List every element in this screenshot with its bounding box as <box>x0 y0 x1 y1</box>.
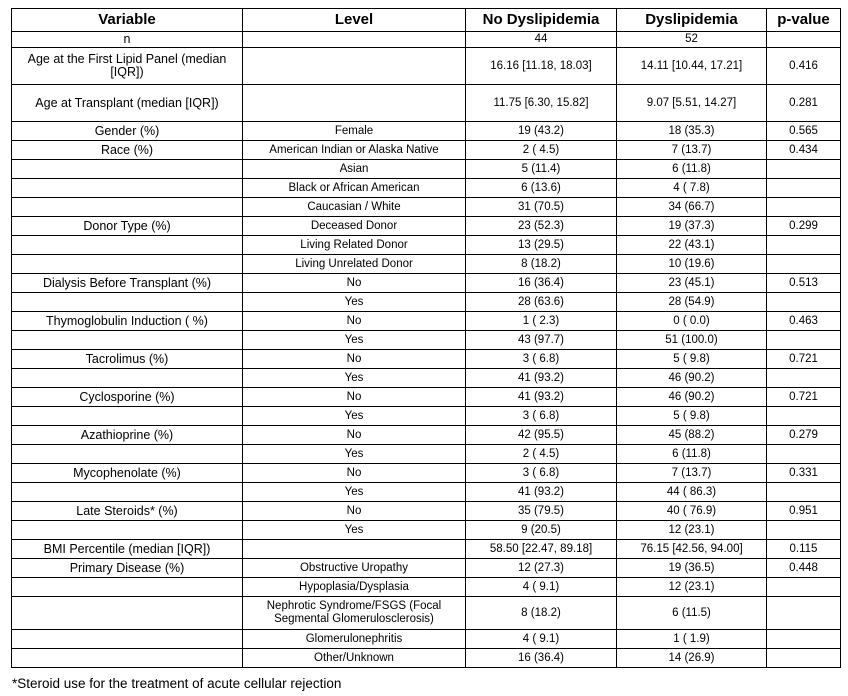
level-cell: Deceased Donor <box>243 217 466 236</box>
p-value-cell: 0.448 <box>767 559 841 578</box>
variable-cell <box>12 179 243 198</box>
header-dyslipidemia: Dyslipidemia <box>617 9 767 32</box>
footnote: *Steroid use for the treatment of acute cellular rejection <box>12 676 342 691</box>
dyslipidemia-cell: 76.15 [42.56, 94.00] <box>617 540 767 559</box>
level-cell: No <box>243 502 466 521</box>
table-row <box>12 388 841 407</box>
level-cell: Caucasian / White <box>243 198 466 217</box>
variable-cell <box>12 160 243 179</box>
variable-cell: Race (%) <box>12 141 243 160</box>
variable-cell <box>12 630 243 649</box>
variable-cell <box>12 597 243 630</box>
level-cell: Glomerulonephritis <box>243 630 466 649</box>
dyslipidemia-cell: 0 ( 0.0) <box>617 312 767 331</box>
level-cell: Yes <box>243 407 466 426</box>
no-dyslipidemia-cell: 43 (97.7) <box>466 331 617 350</box>
dyslipidemia-cell: 14.11 [10.44, 17.21] <box>617 48 767 85</box>
table-row <box>12 312 841 331</box>
variable-cell: Cyclosporine (%) <box>12 388 243 407</box>
dyslipidemia-cell: 10 (19.6) <box>617 255 767 274</box>
level-cell: No <box>243 388 466 407</box>
variable-cell: Primary Disease (%) <box>12 559 243 578</box>
table-row <box>12 179 841 198</box>
variable-cell <box>12 578 243 597</box>
no-dyslipidemia-cell: 3 ( 6.8) <box>466 407 617 426</box>
level-cell: No <box>243 312 466 331</box>
table-row <box>12 483 841 502</box>
table-row <box>12 236 841 255</box>
variable-cell <box>12 483 243 502</box>
variable-cell: Gender (%) <box>12 122 243 141</box>
table-row <box>12 369 841 388</box>
dyslipidemia-cell: 12 (23.1) <box>617 521 767 540</box>
table-row <box>12 426 841 445</box>
dyslipidemia-cell: 18 (35.3) <box>617 122 767 141</box>
no-dyslipidemia-cell: 3 ( 6.8) <box>466 350 617 369</box>
header-p-value: p-value <box>767 9 841 32</box>
variable-cell: Donor Type (%) <box>12 217 243 236</box>
variable-cell: BMI Percentile (median [IQR]) <box>12 540 243 559</box>
dyslipidemia-cell: 1 ( 1.9) <box>617 630 767 649</box>
p-value-cell: 0.299 <box>767 217 841 236</box>
no-dyslipidemia-cell: 42 (95.5) <box>466 426 617 445</box>
p-value-cell <box>767 293 841 312</box>
dyslipidemia-cell: 7 (13.7) <box>617 141 767 160</box>
no-dyslipidemia-cell: 5 (11.4) <box>466 160 617 179</box>
table-row <box>12 141 841 160</box>
p-value-cell <box>767 649 841 668</box>
p-value-cell <box>767 483 841 502</box>
table-row <box>12 331 841 350</box>
level-cell: Yes <box>243 483 466 502</box>
no-dyslipidemia-cell: 8 (18.2) <box>466 255 617 274</box>
variable-cell <box>12 521 243 540</box>
p-value-cell <box>767 331 841 350</box>
no-dyslipidemia-cell: 2 ( 4.5) <box>466 445 617 464</box>
no-dyslipidemia-cell: 58.50 [22.47, 89.18] <box>466 540 617 559</box>
level-cell: Yes <box>243 369 466 388</box>
results-table <box>11 8 841 668</box>
level-cell <box>243 85 466 122</box>
level-cell: Other/Unknown <box>243 649 466 668</box>
variable-cell: Thymoglobulin Induction ( %) <box>12 312 243 331</box>
level-cell: Female <box>243 122 466 141</box>
p-value-cell <box>767 369 841 388</box>
dyslipidemia-cell: 7 (13.7) <box>617 464 767 483</box>
level-cell: No <box>243 274 466 293</box>
dyslipidemia-cell: 34 (66.7) <box>617 198 767 217</box>
table-row <box>12 502 841 521</box>
variable-cell <box>12 331 243 350</box>
table-row <box>12 521 841 540</box>
no-dyslipidemia-cell: 44 <box>466 32 617 48</box>
p-value-cell: 0.434 <box>767 141 841 160</box>
table-row <box>12 464 841 483</box>
p-value-cell <box>767 255 841 274</box>
level-cell: Living Unrelated Donor <box>243 255 466 274</box>
p-value-cell <box>767 179 841 198</box>
dyslipidemia-cell: 28 (54.9) <box>617 293 767 312</box>
p-value-cell: 0.115 <box>767 540 841 559</box>
variable-cell <box>12 255 243 274</box>
level-cell: Yes <box>243 331 466 350</box>
no-dyslipidemia-cell: 19 (43.2) <box>466 122 617 141</box>
variable-cell <box>12 293 243 312</box>
variable-cell: Azathioprine (%) <box>12 426 243 445</box>
p-value-cell: 0.721 <box>767 388 841 407</box>
no-dyslipidemia-cell: 4 ( 9.1) <box>466 578 617 597</box>
p-value-cell <box>767 32 841 48</box>
no-dyslipidemia-cell: 1 ( 2.3) <box>466 312 617 331</box>
variable-cell <box>12 198 243 217</box>
p-value-cell <box>767 630 841 649</box>
table-row <box>12 350 841 369</box>
variable-cell: Late Steroids* (%) <box>12 502 243 521</box>
level-cell: Yes <box>243 445 466 464</box>
dyslipidemia-cell: 46 (90.2) <box>617 369 767 388</box>
level-cell: Black or African American <box>243 179 466 198</box>
level-cell <box>243 540 466 559</box>
table-row <box>12 630 841 649</box>
p-value-cell <box>767 198 841 217</box>
header-no-dyslipidemia: No Dyslipidemia <box>466 9 617 32</box>
p-value-cell: 0.279 <box>767 426 841 445</box>
no-dyslipidemia-cell: 41 (93.2) <box>466 388 617 407</box>
table-row <box>12 407 841 426</box>
dyslipidemia-cell: 6 (11.5) <box>617 597 767 630</box>
table-row <box>12 274 841 293</box>
p-value-cell <box>767 597 841 630</box>
p-value-cell: 0.416 <box>767 48 841 85</box>
level-cell: No <box>243 464 466 483</box>
dyslipidemia-cell: 6 (11.8) <box>617 445 767 464</box>
level-cell: Asian <box>243 160 466 179</box>
p-value-cell: 0.721 <box>767 350 841 369</box>
dyslipidemia-cell: 12 (23.1) <box>617 578 767 597</box>
table-row <box>12 48 841 85</box>
no-dyslipidemia-cell: 41 (93.2) <box>466 369 617 388</box>
header-level: Level <box>243 9 466 32</box>
table-row <box>12 559 841 578</box>
level-cell: American Indian or Alaska Native <box>243 141 466 160</box>
level-cell: Hypoplasia/Dysplasia <box>243 578 466 597</box>
dyslipidemia-cell: 4 ( 7.8) <box>617 179 767 198</box>
table-row <box>12 122 841 141</box>
dyslipidemia-cell: 23 (45.1) <box>617 274 767 293</box>
no-dyslipidemia-cell: 6 (13.6) <box>466 179 617 198</box>
header-variable: Variable <box>12 9 243 32</box>
no-dyslipidemia-cell: 16 (36.4) <box>466 274 617 293</box>
variable-cell <box>12 369 243 388</box>
p-value-cell: 0.463 <box>767 312 841 331</box>
no-dyslipidemia-cell: 2 ( 4.5) <box>466 141 617 160</box>
dyslipidemia-cell: 9.07 [5.51, 14.27] <box>617 85 767 122</box>
no-dyslipidemia-cell: 8 (18.2) <box>466 597 617 630</box>
no-dyslipidemia-cell: 3 ( 6.8) <box>466 464 617 483</box>
p-value-cell: 0.565 <box>767 122 841 141</box>
dyslipidemia-cell: 6 (11.8) <box>617 160 767 179</box>
table-row <box>12 198 841 217</box>
variable-cell: Mycophenolate (%) <box>12 464 243 483</box>
dyslipidemia-cell: 51 (100.0) <box>617 331 767 350</box>
variable-cell: n <box>12 32 243 48</box>
table-row <box>12 217 841 236</box>
level-cell: No <box>243 426 466 445</box>
p-value-cell: 0.331 <box>767 464 841 483</box>
table-row <box>12 85 841 122</box>
variable-cell: Age at Transplant (median [IQR]) <box>12 85 243 122</box>
no-dyslipidemia-cell: 28 (63.6) <box>466 293 617 312</box>
table-row <box>12 540 841 559</box>
p-value-cell <box>767 160 841 179</box>
dyslipidemia-cell: 5 ( 9.8) <box>617 407 767 426</box>
p-value-cell <box>767 445 841 464</box>
level-cell: Yes <box>243 521 466 540</box>
table-row <box>12 160 841 179</box>
variable-cell: Dialysis Before Transplant (%) <box>12 274 243 293</box>
p-value-cell: 0.951 <box>767 502 841 521</box>
table-row <box>12 293 841 312</box>
no-dyslipidemia-cell: 16 (36.4) <box>466 649 617 668</box>
table-row <box>12 597 841 630</box>
variable-cell <box>12 649 243 668</box>
dyslipidemia-cell: 14 (26.9) <box>617 649 767 668</box>
level-cell <box>243 32 466 48</box>
variable-cell <box>12 407 243 426</box>
table-body <box>12 32 841 668</box>
p-value-cell: 0.281 <box>767 85 841 122</box>
no-dyslipidemia-cell: 12 (27.3) <box>466 559 617 578</box>
p-value-cell <box>767 521 841 540</box>
variable-cell <box>12 445 243 464</box>
no-dyslipidemia-cell: 4 ( 9.1) <box>466 630 617 649</box>
variable-cell <box>12 236 243 255</box>
header-row <box>12 9 841 32</box>
level-cell: Nephrotic Syndrome/FSGS (Focal Segmental Glomerulosclerosis) <box>243 597 466 630</box>
no-dyslipidemia-cell: 9 (20.5) <box>466 521 617 540</box>
dyslipidemia-cell: 19 (37.3) <box>617 217 767 236</box>
no-dyslipidemia-cell: 23 (52.3) <box>466 217 617 236</box>
no-dyslipidemia-cell: 35 (79.5) <box>466 502 617 521</box>
table-row <box>12 578 841 597</box>
no-dyslipidemia-cell: 16.16 [11.18, 18.03] <box>466 48 617 85</box>
p-value-cell <box>767 578 841 597</box>
p-value-cell <box>767 236 841 255</box>
level-cell: No <box>243 350 466 369</box>
level-cell <box>243 48 466 85</box>
dyslipidemia-cell: 5 ( 9.8) <box>617 350 767 369</box>
no-dyslipidemia-cell: 31 (70.5) <box>466 198 617 217</box>
p-value-cell <box>767 407 841 426</box>
no-dyslipidemia-cell: 13 (29.5) <box>466 236 617 255</box>
dyslipidemia-cell: 44 ( 86.3) <box>617 483 767 502</box>
dyslipidemia-cell: 19 (36.5) <box>617 559 767 578</box>
p-value-cell: 0.513 <box>767 274 841 293</box>
table-row <box>12 445 841 464</box>
variable-cell: Tacrolimus (%) <box>12 350 243 369</box>
level-cell: Living Related Donor <box>243 236 466 255</box>
table-row <box>12 32 841 48</box>
dyslipidemia-cell: 40 ( 76.9) <box>617 502 767 521</box>
level-cell: Yes <box>243 293 466 312</box>
dyslipidemia-cell: 52 <box>617 32 767 48</box>
no-dyslipidemia-cell: 11.75 [6.30, 15.82] <box>466 85 617 122</box>
dyslipidemia-cell: 22 (43.1) <box>617 236 767 255</box>
dyslipidemia-cell: 45 (88.2) <box>617 426 767 445</box>
table-row <box>12 255 841 274</box>
table-row <box>12 649 841 668</box>
level-cell: Obstructive Uropathy <box>243 559 466 578</box>
dyslipidemia-cell: 46 (90.2) <box>617 388 767 407</box>
no-dyslipidemia-cell: 41 (93.2) <box>466 483 617 502</box>
variable-cell: Age at the First Lipid Panel (median [IQR]) <box>12 48 243 85</box>
